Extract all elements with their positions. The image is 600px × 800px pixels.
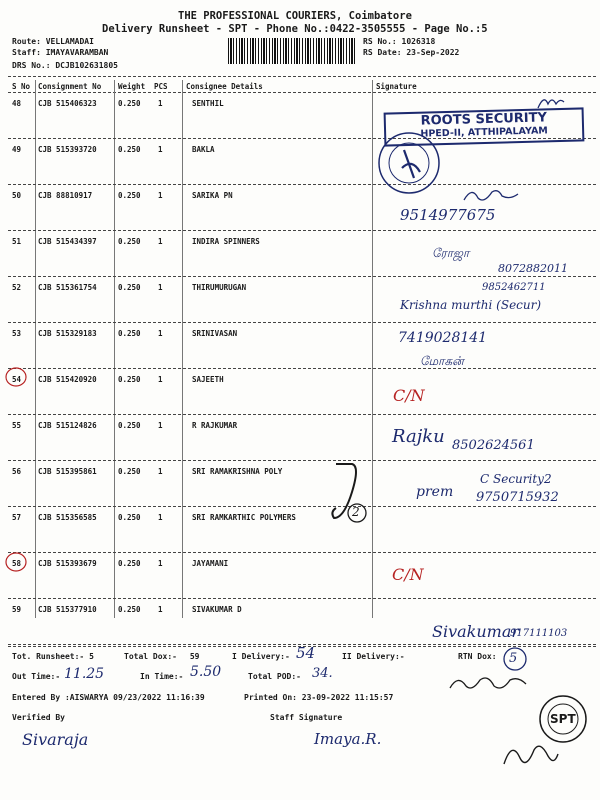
row-consignment-no: CJB 515377910 — [38, 605, 97, 614]
spt-seal-text: SPT — [550, 712, 576, 726]
verified-by-label: Verified By — [12, 713, 65, 722]
handwritten-total-pod: 34. — [312, 666, 333, 681]
rs-date-value: 23-Sep-2022 — [406, 48, 460, 57]
row-consignee: SRINIVASAN — [192, 329, 238, 338]
row-sno: 54 — [12, 375, 22, 384]
verified-signature: Sivaraja — [22, 730, 89, 749]
col-header-sno: S No — [12, 82, 31, 91]
total-dox-label: Total Dox:- — [124, 652, 177, 661]
row-consignment-no: CJB 515393679 — [38, 559, 97, 568]
row-consignee: SAJEETH — [192, 375, 224, 384]
row-sno: 50 — [12, 191, 22, 200]
row-divider — [8, 552, 596, 553]
row-consignment-no: CJB 515356585 — [38, 513, 97, 522]
column-line — [182, 80, 183, 618]
route-value: VELLAMADAI — [45, 37, 94, 46]
row-pcs: 1 — [158, 283, 163, 292]
row-weight: 0.250 — [118, 237, 141, 246]
row-sno: 53 — [12, 329, 22, 338]
row-circle-mark — [4, 551, 28, 573]
route-label: Route: — [12, 37, 41, 46]
row-consignment-no: CJB 88810917 — [38, 191, 93, 200]
staff-signature: Imaya.R. — [314, 730, 382, 748]
total-dox — [124, 652, 199, 661]
row-sno: 57 — [12, 513, 22, 522]
drs-row — [12, 61, 118, 70]
row-circle-mark — [4, 366, 28, 388]
col-header-pcs: PCS — [154, 82, 168, 91]
rs-no-value: 1026318 — [401, 37, 436, 46]
handwritten-rtn: 5 — [509, 651, 518, 666]
row-divider — [8, 460, 596, 461]
row-consignee: THIRUMURUGAN — [192, 283, 247, 292]
column-line — [35, 80, 36, 618]
row-sno: 56 — [12, 467, 22, 476]
handwritten-cn: C/N — [393, 386, 425, 405]
row-consignment-no: CJB 515406323 — [38, 99, 97, 108]
rs-no-label: RS No.: — [363, 37, 397, 46]
row-consignment-no: CJB 515124826 — [38, 421, 97, 430]
row-consignment-no: CJB 515420920 — [38, 375, 97, 384]
divider — [8, 76, 596, 77]
col-header-consignment: Consignment No — [38, 82, 102, 91]
row-consignment-no: CJB 515361754 — [38, 283, 97, 292]
company-name: THE PROFESSIONAL COURIERS, Coimbatore — [178, 10, 412, 22]
row-consignee: SRI RAMAKRISHNA POLY — [192, 467, 283, 476]
handwritten-name: Sivakumar — [432, 622, 520, 641]
col-header-signature: Signature — [376, 82, 417, 91]
total-pod-label: Total POD:- — [248, 672, 301, 681]
handwritten-name: C Security2 — [480, 472, 552, 486]
row-pcs: 1 — [158, 145, 163, 154]
row-divider — [8, 506, 596, 507]
row-weight: 0.250 — [118, 375, 141, 384]
row-pcs: 1 — [158, 237, 163, 246]
col-header-consignee: Consignee Details — [186, 82, 263, 91]
row-weight: 0.250 — [118, 99, 141, 108]
handwritten-name: மோகன் — [420, 354, 464, 368]
row-pcs: 1 — [158, 467, 163, 476]
row-consignee: SRI RAMKARTHIC POLYMERS — [192, 513, 296, 522]
i-delivery-label: I Delivery:- — [232, 652, 290, 661]
row-consignee: SARIKA PN — [192, 191, 233, 200]
out-time-label: Out Time:- — [12, 672, 61, 681]
row-consignee: BAKLA — [192, 145, 215, 154]
row-weight: 0.250 — [118, 513, 141, 522]
row-sno: 51 — [12, 237, 22, 246]
handwritten-name: Rajku — [392, 426, 445, 447]
row-divider — [8, 184, 596, 185]
row-weight: 0.250 — [118, 145, 141, 154]
handwritten-name: prem — [416, 484, 454, 500]
handwritten-phone: 917111103 — [510, 628, 568, 639]
row-weight: 0.250 — [118, 283, 141, 292]
handwritten-phone: 9852462711 — [482, 282, 546, 293]
row-pcs: 1 — [158, 421, 163, 430]
in-time-label: In Time:- — [140, 672, 184, 681]
row-weight: 0.250 — [118, 191, 141, 200]
column-line — [372, 80, 373, 618]
handwritten-delivered: 54 — [296, 644, 316, 662]
signature-scribble — [462, 186, 522, 208]
col-header-weight: Weight — [118, 82, 146, 91]
tot-runsheet — [12, 652, 94, 661]
staff-row — [12, 48, 108, 57]
drs-label: DRS No.: — [12, 61, 51, 70]
round-seal — [374, 128, 444, 198]
ii-delivery-label: II Delivery:- — [342, 652, 405, 661]
handwritten-phone: 8072882011 — [498, 262, 568, 275]
row-divider — [8, 414, 596, 415]
row-pcs: 1 — [158, 605, 163, 614]
handwritten-phone: 7419028141 — [398, 330, 488, 346]
handwritten-name: ரோஜா — [432, 246, 470, 260]
row-divider — [8, 368, 596, 369]
row-pcs: 1 — [158, 329, 163, 338]
row-weight: 0.250 — [118, 421, 141, 430]
row-weight: 0.250 — [118, 329, 141, 338]
row-divider — [8, 230, 596, 231]
row-sno: 48 — [12, 99, 22, 108]
row-sno: 55 — [12, 421, 22, 430]
rs-date-row — [363, 48, 459, 57]
row-weight: 0.250 — [118, 467, 141, 476]
row-sno: 52 — [12, 283, 22, 292]
tot-runsheet-value: 5 — [89, 652, 94, 661]
row-consignment-no: CJB 515395861 — [38, 467, 97, 476]
tot-runsheet-label: Tot. Runsheet:- — [12, 652, 85, 661]
divider — [8, 92, 596, 93]
row-pcs: 1 — [158, 513, 163, 522]
row-divider — [8, 598, 596, 599]
handwritten-name: Krishna murthi (Secur) — [400, 298, 542, 312]
handwritten-phone: 9750715932 — [476, 490, 559, 505]
row-consignment-no: CJB 515393720 — [38, 145, 97, 154]
signature-scribble — [500, 734, 560, 774]
rs-no-row — [363, 37, 435, 46]
row-consignment-no: CJB 515329183 — [38, 329, 97, 338]
rtn-dox-label: RTN Dox: — [458, 652, 497, 661]
route-row — [12, 37, 94, 46]
handwritten-out-time: 11.25 — [64, 666, 105, 682]
handwritten-in-time: 5.50 — [190, 664, 222, 680]
row-pcs: 1 — [158, 375, 163, 384]
row-consignee: SENTHIL — [192, 99, 224, 108]
barcode — [228, 38, 356, 64]
row-consignment-no: CJB 515434397 — [38, 237, 97, 246]
row-consignee: INDIRA SPINNERS — [192, 237, 260, 246]
initial-scribble — [536, 92, 566, 112]
staff-value: IMAYAVARAMBAN — [45, 48, 109, 57]
runsheet-subtitle: Delivery Runsheet - SPT - Phone No.:0422-3505555 - Page No.:5 — [102, 23, 488, 35]
handwritten-number: 2 — [352, 505, 360, 519]
rs-date-label: RS Date: — [363, 48, 402, 57]
staff-label: Staff: — [12, 48, 41, 57]
entered-by: Entered By :AISWARYA 09/23/2022 11:16:39 — [12, 693, 205, 702]
row-pcs: 1 — [158, 559, 163, 568]
row-divider — [8, 322, 596, 323]
handwritten-cn: C/N — [392, 565, 424, 584]
stamp-line2: HPED-II, ATTHIPALAYAM — [420, 125, 548, 140]
row-sno: 49 — [12, 145, 22, 154]
staff-signature-label: Staff Signature — [270, 713, 343, 722]
row-divider — [8, 276, 596, 277]
column-line — [114, 80, 115, 618]
row-consignee: SIVAKUMAR D — [192, 605, 242, 614]
signature-scribble — [448, 672, 528, 696]
handwritten-phone: 9514977675 — [400, 206, 496, 224]
row-consignee: R RAJKUMAR — [192, 421, 238, 430]
row-pcs: 1 — [158, 99, 163, 108]
row-weight: 0.250 — [118, 559, 141, 568]
row-pcs: 1 — [158, 191, 163, 200]
handwritten-phone: 8502624561 — [452, 438, 535, 453]
row-sno: 58 — [12, 559, 22, 568]
stamp-line1: ROOTS SECURITY — [420, 110, 548, 129]
row-sno: 59 — [12, 605, 22, 614]
total-dox-value: 59 — [189, 652, 200, 661]
drs-value: DCJB102631805 — [55, 61, 118, 70]
row-weight: 0.250 — [118, 605, 141, 614]
row-consignee: JAYAMANI — [192, 559, 229, 568]
printed-on: Printed On: 23-09-2022 11:15:57 — [244, 693, 394, 702]
